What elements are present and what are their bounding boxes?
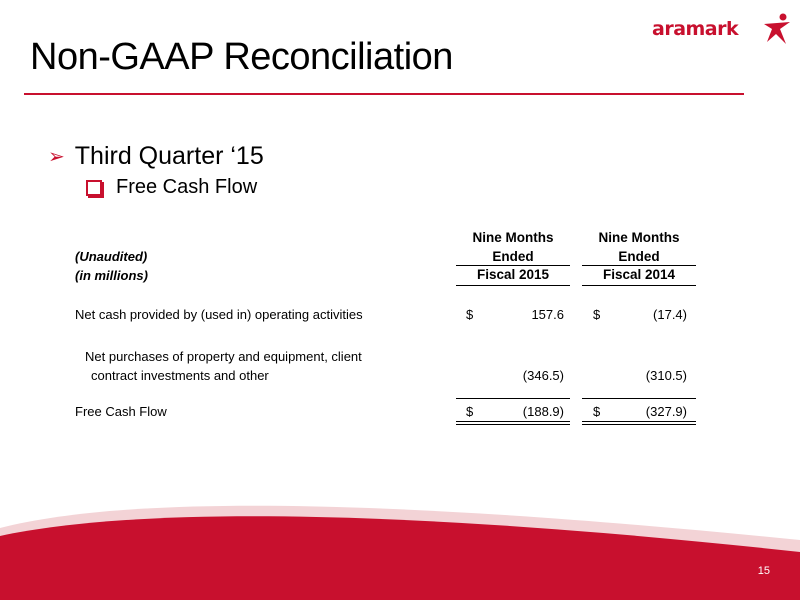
total-double-rule-col2-b (582, 424, 696, 425)
row-purchases-label-line1: Net purchases of property and equipment, client (85, 349, 362, 364)
arrow-bullet-icon: ➢ (48, 146, 65, 168)
row-operating-currency-col1: $ (466, 307, 474, 322)
total-double-rule-col1-a (456, 421, 570, 422)
label-in-millions: (in millions) (75, 268, 148, 283)
page-number: 15 (757, 565, 770, 577)
col2-header-line3: Fiscal 2014 (602, 267, 676, 282)
total-double-rule-col2-a (582, 421, 696, 422)
row-fcf-currency-col2: $ (593, 404, 601, 419)
row-fcf-currency-col1: $ (466, 404, 474, 419)
total-double-rule-col1-b (456, 424, 570, 425)
slide-title: Non-GAAP Reconciliation (30, 36, 453, 78)
row-purchases-label-line2: contract investments and other (91, 368, 269, 383)
row-operating-currency-col2: $ (593, 307, 601, 322)
subtotal-rule-col2 (582, 398, 696, 399)
col1-header-underline (456, 285, 570, 286)
logo-wordmark: aramark (652, 18, 739, 40)
col1-header-line3: Fiscal 2015 (476, 267, 550, 282)
col2-header-line2: Ended (618, 249, 660, 264)
bullet-level1-text: Third Quarter ‘15 (74, 142, 264, 170)
footer-wave (0, 500, 800, 600)
col2-header-line1: Nine Months (598, 230, 680, 245)
subtotal-rule-col1 (456, 398, 570, 399)
label-unaudited: (Unaudited) (75, 249, 148, 264)
row-fcf-value-col1: (188.9) (522, 404, 564, 419)
col2-header-underline (582, 285, 696, 286)
row-purchases-value-col2: (310.5) (645, 368, 687, 383)
row-fcf-label: Free Cash Flow (75, 404, 167, 419)
col1-header-line2: Ended (492, 249, 534, 264)
row-operating-label: Net cash provided by (used in) operating activities (75, 307, 363, 322)
row-operating-value-col2: (17.4) (653, 307, 687, 322)
row-operating-value-col1: 157.6 (531, 307, 564, 322)
col1-header-line1: Nine Months (472, 230, 554, 245)
col1-header-rule (456, 265, 570, 266)
row-purchases-value-col1: (346.5) (522, 368, 564, 383)
col2-header-rule (582, 265, 696, 266)
row-fcf-value-col2: (327.9) (645, 404, 687, 419)
bullet-level2-text: Free Cash Flow (116, 176, 258, 198)
